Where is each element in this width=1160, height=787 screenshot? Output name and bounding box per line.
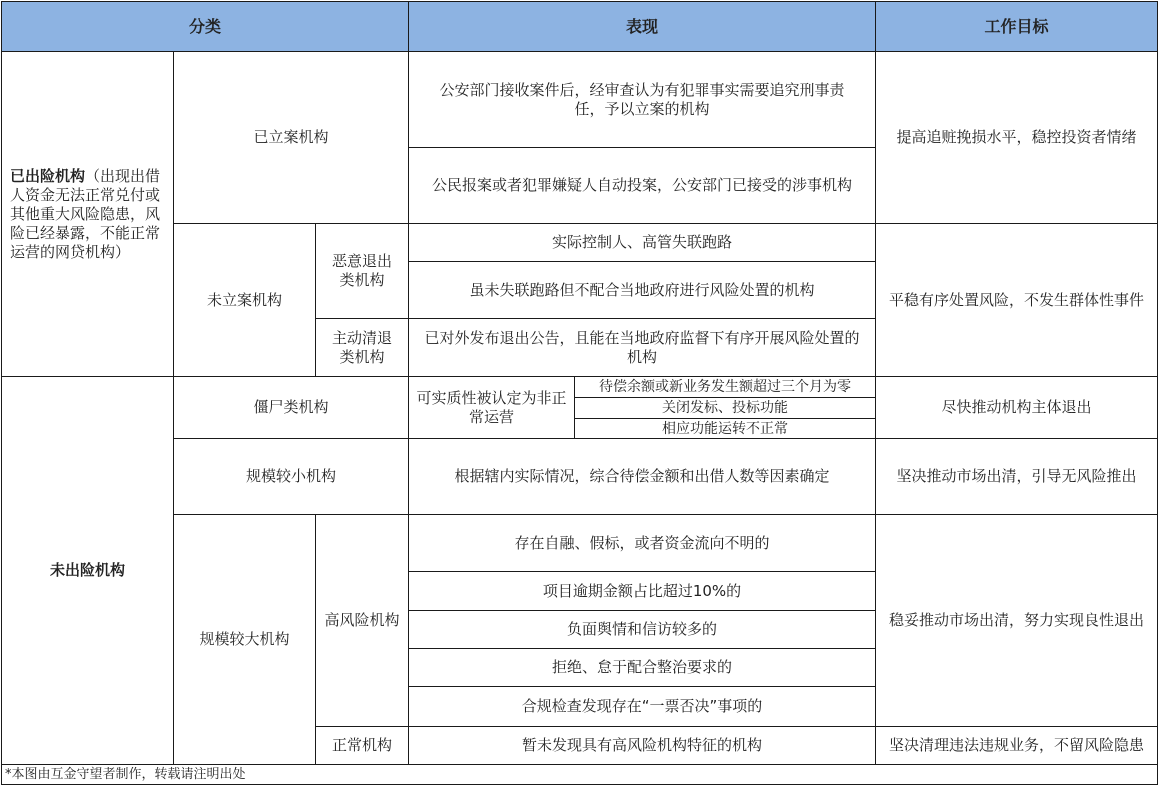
not-filed-label: 未立案机构: [173, 223, 316, 377]
header-category: 分类: [1, 1, 409, 52]
zombie-item: 待偿余额或新业务发生额超过三个月为零: [574, 376, 876, 398]
large-scale-label: 规模较大机构: [173, 514, 316, 765]
zombie-goal: 尽快推动机构主体退出: [875, 376, 1158, 439]
malicious-exit-label: 恶意退出类机构: [315, 223, 409, 319]
small-scale-label: 规模较小机构: [173, 438, 409, 515]
voluntary-exit-item: 已对外发布退出公告，且能在当地政府监督下有序开展风险处置的机构: [408, 318, 876, 377]
risk-occurred-title: 已出险机构: [10, 166, 86, 185]
high-risk-item: 拒绝、怠于配合整治要求的: [408, 648, 876, 687]
not-filed-goal: 平稳有序处置风险，不发生群体性事件: [875, 223, 1158, 377]
small-scale-goal: 坚决推动市场出清，引导无风险推出: [875, 438, 1158, 515]
filed-goal: 提高追赃挽损水平，稳控投资者情绪: [875, 51, 1158, 224]
malicious-exit-item: 虽未失联跑路但不配合当地政府进行风险处置的机构: [408, 261, 876, 319]
zombie-item: 关闭发标、投标功能: [574, 397, 876, 419]
high-risk-item: 合规检查发现存在“一票否决”事项的: [408, 686, 876, 727]
header-manifestation: 表现: [408, 1, 876, 52]
risk-occurred-category: [1, 51, 174, 377]
filed-item: 公安部门接收案件后，经审查认为有犯罪事实需要追究刑事责任，予以立案的机构: [408, 51, 876, 148]
small-scale-item: 根据辖内实际情况，综合待偿金额和出借人数等因素确定: [408, 438, 876, 515]
zombie-item: 相应功能运转不正常: [574, 418, 876, 439]
risk-occurred-description: （出现出借人资金无法正常兑付或其他重大风险隐患，风险已经暴露，不能正常运营的网贷机构）: [10, 166, 161, 261]
filed-label: 已立案机构: [173, 51, 409, 224]
high-risk-item: 项目逾期金额占比超过10%的: [408, 571, 876, 611]
normal-label: 正常机构: [315, 726, 409, 765]
header-goal: 工作目标: [875, 1, 1158, 52]
footer-note: *本图由互金守望者制作，转载请注明出处: [1, 764, 1158, 785]
filed-item: 公民报案或者犯罪嫌疑人自动投案，公安部门已接受的涉事机构: [408, 147, 876, 224]
zombie-label: 僵尸类机构: [173, 376, 409, 439]
high-risk-item: 存在自融、假标，或者资金流向不明的: [408, 514, 876, 572]
high-risk-goal: 稳妥推动市场出清，努力实现良性退出: [875, 514, 1158, 727]
high-risk-item: 负面舆情和信访较多的: [408, 610, 876, 649]
no-risk-title: 未出险机构: [1, 376, 174, 765]
voluntary-exit-label: 主动清退类机构: [315, 318, 409, 377]
normal-item: 暂未发现具有高风险机构特征的机构: [408, 726, 876, 765]
normal-goal: 坚决清理违法违规业务，不留风险隐患: [875, 726, 1158, 765]
high-risk-label: 高风险机构: [315, 514, 409, 727]
zombie-condition: 可实质性被认定为非正常运营: [408, 376, 575, 439]
malicious-exit-item: 实际控制人、高管失联跑路: [408, 223, 876, 262]
